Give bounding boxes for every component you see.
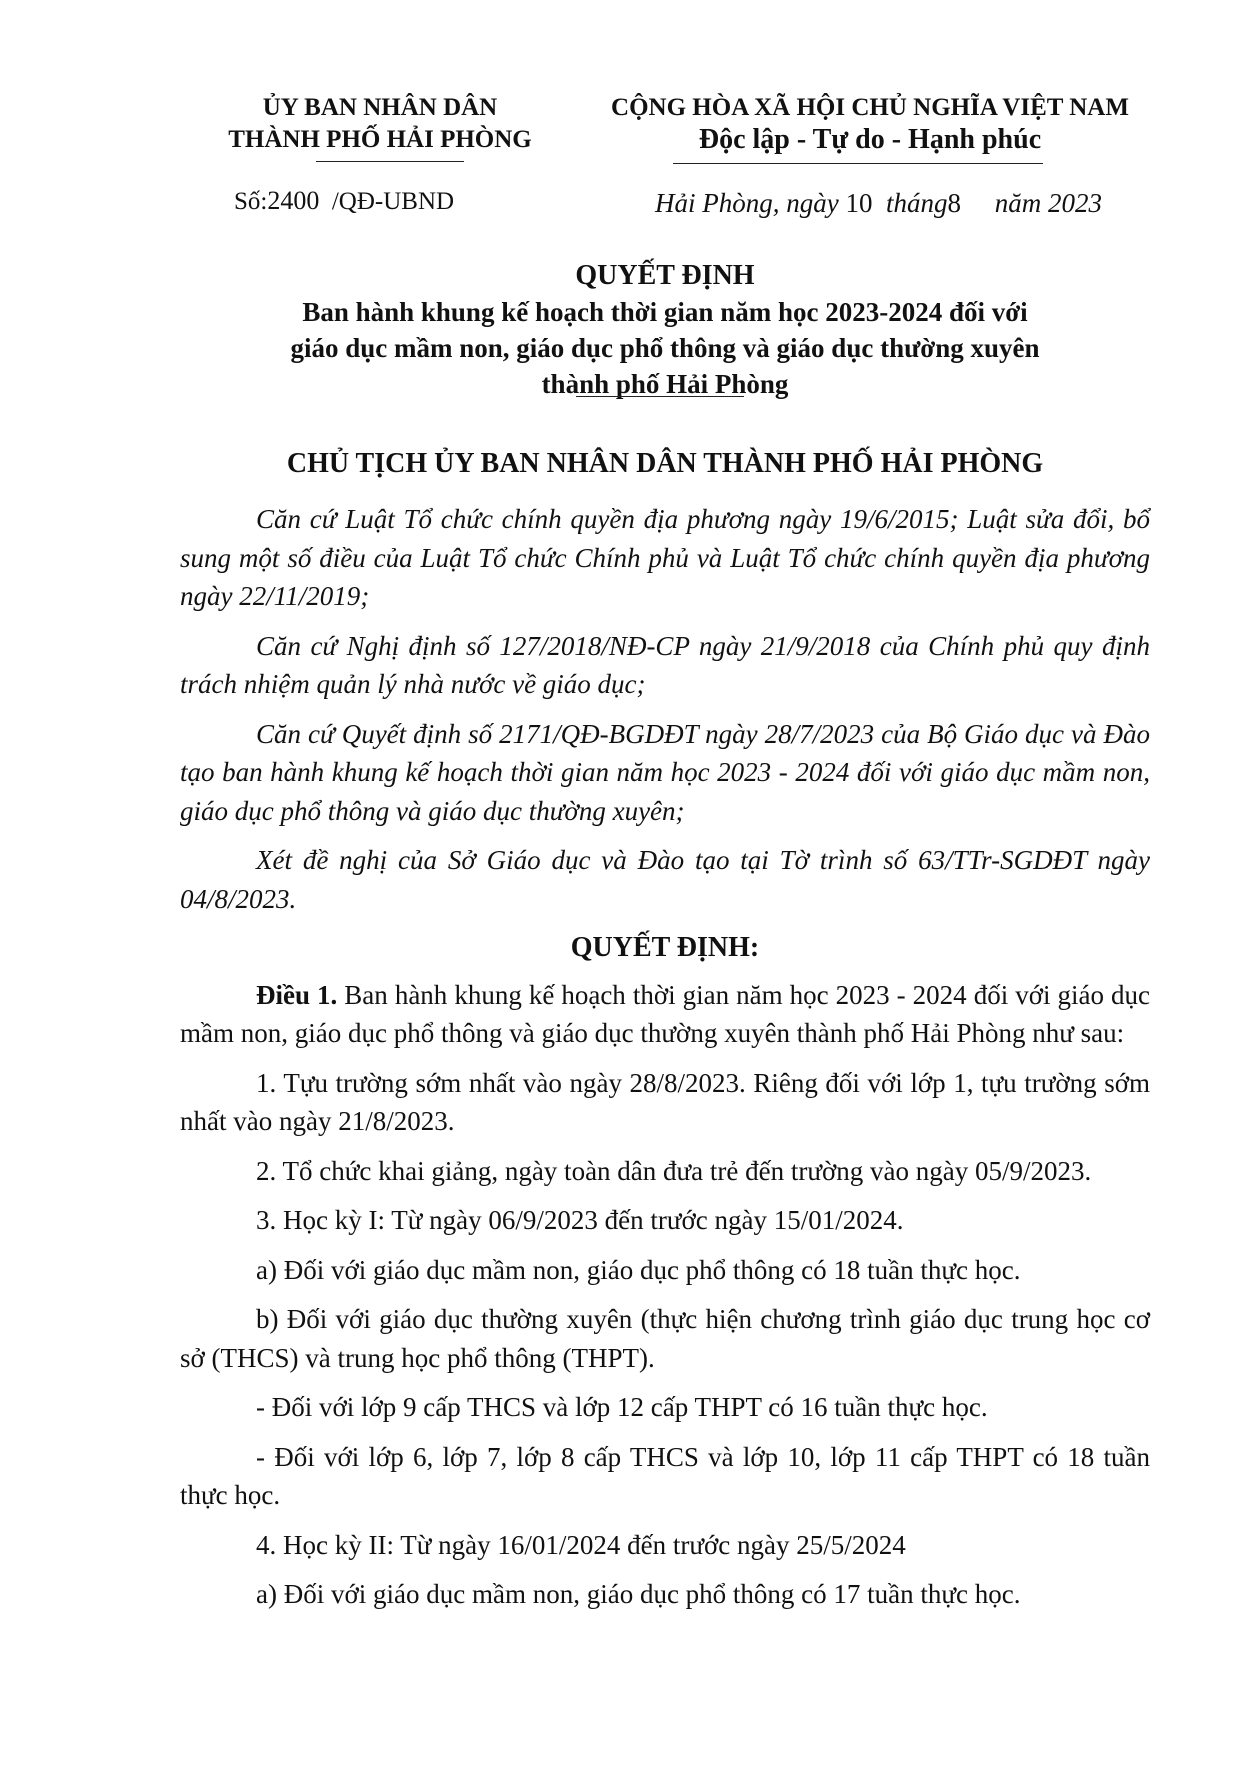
article-item: 1. Tựu trường sớm nhất vào ngày 28/8/2023. Riêng đối với lớp 1, tựu trường sớm nhất vào ngày 21/8/2023. [180,1067,1150,1136]
national-header [590,92,1150,156]
article-1-label: Điều 1. [256,979,338,1010]
article-item: a) Đối với giáo dục mầm non, giáo dục phổ thông có 17 tuần thực học. [256,1579,1021,1609]
article-item: - Đối với lớp 6, lớp 7, lớp 8 cấp THCS và lớp 10, lớp 11 cấp THPT có 18 tuần thực học. [180,1441,1150,1510]
article-item: a) Đối với giáo dục mầm non, giáo dục phổ thông có 18 tuần thực học. [256,1254,1021,1285]
title-main: QUYẾT ĐỊNH [575,260,755,291]
issuing-authority [180,92,580,156]
document-title [180,258,1150,402]
authority-heading: CHỦ TỊCH ỦY BAN NHÂN DÂN THÀNH PHỐ HẢI PHÒNG [286,448,1044,479]
date-line [655,188,1102,219]
article-item: 3. Học kỳ I: Từ ngày 06/9/2023 đến trước ngày 15/01/2024. [256,1205,904,1235]
decision-heading: QUYẾT ĐỊNH: [570,932,760,963]
date-place: Hải Phòng, ngày [655,188,839,218]
document-body [180,500,1150,1625]
preamble-paragraph: Xét đề nghị của Sở Giáo dục và Đào tạo tại Tờ trình số 63/TTr-SGDĐT ngày 04/8/2023. [180,845,1150,914]
national-motto: Độc lập - Tự do - Hạnh phúc [698,124,1042,155]
authority-underline [316,161,464,162]
article-item: 2. Tổ chức khai giảng, ngày toàn dân đưa trẻ đến trường vào ngày 05/9/2023. [256,1155,1092,1186]
title-underline [576,396,744,397]
article-1 [180,976,1150,1053]
number-value: 2400 [267,186,320,215]
document-number [234,186,454,216]
date-month-label: tháng [885,188,948,218]
article-item: b) Đối với giáo dục thường xuyên (thực hiện chương trình giáo dục trung học cơ sở (THCS) và trung học phổ thông (THPT). [180,1304,1150,1373]
preamble-paragraph: Căn cứ Nghị định số 127/2018/NĐ-CP ngày 21/9/2018 của Chính phủ quy định trách nhiệm quản lý nhà nước về giáo dục; [180,630,1150,699]
title-line-1: Ban hành khung kế hoạch thời gian năm học 2023-2024 đối với [302,297,1028,327]
preamble-paragraph: Căn cứ Luật Tổ chức chính quyền địa phương ngày 19/6/2015; Luật sửa đổi, bổ sung một số điều của Luật Tổ chức Chính phủ và Luật Tổ chức chính quyền địa phương ngày 22/11/2019; [180,504,1150,611]
preamble-paragraph: Căn cứ Quyết định số 2171/QĐ-BGDĐT ngày 28/7/2023 của Bộ Giáo dục và Đào tạo ban hành khung kế hoạch thời gian năm học 2023 - 2024 đối với giáo dục mầm non, giáo dục phổ thông và giáo dục thường xuyên; [180,718,1150,826]
article-1-text: Ban hành khung kế hoạch thời gian năm học 2023 - 2024 đối với giáo dục mầm non, giáo dục phổ thông và giáo dục thường xuyên thành phố Hải Phòng như sau: [180,979,1151,1048]
date-day: 10 [845,188,873,218]
article-item: 4. Học kỳ II: Từ ngày 16/01/2024 đến trước ngày 25/5/2024 [256,1529,906,1560]
authority-line-2: THÀNH PHỐ HẢI PHÒNG [228,126,532,153]
motto-underline [673,163,1043,164]
title-line-2: giáo dục mầm non, giáo dục phổ thông và giáo dục thường xuyên [290,333,1040,363]
number-label: Số: [234,188,268,215]
authority-line-1: ỦY BAN NHÂN DÂN [262,94,498,121]
article-item: - Đối với lớp 9 cấp THCS và lớp 12 cấp THPT có 16 tuần thực học. [256,1392,988,1422]
title-line-3: thành phố Hải Phòng [541,369,789,399]
date-month: 8 [947,188,961,218]
date-year: năm 2023 [994,188,1102,218]
national-name: CỘNG HÒA XÃ HỘI CHỦ NGHĨA VIỆT NAM [611,94,1129,121]
number-suffix: /QĐ-UBND [331,188,455,215]
